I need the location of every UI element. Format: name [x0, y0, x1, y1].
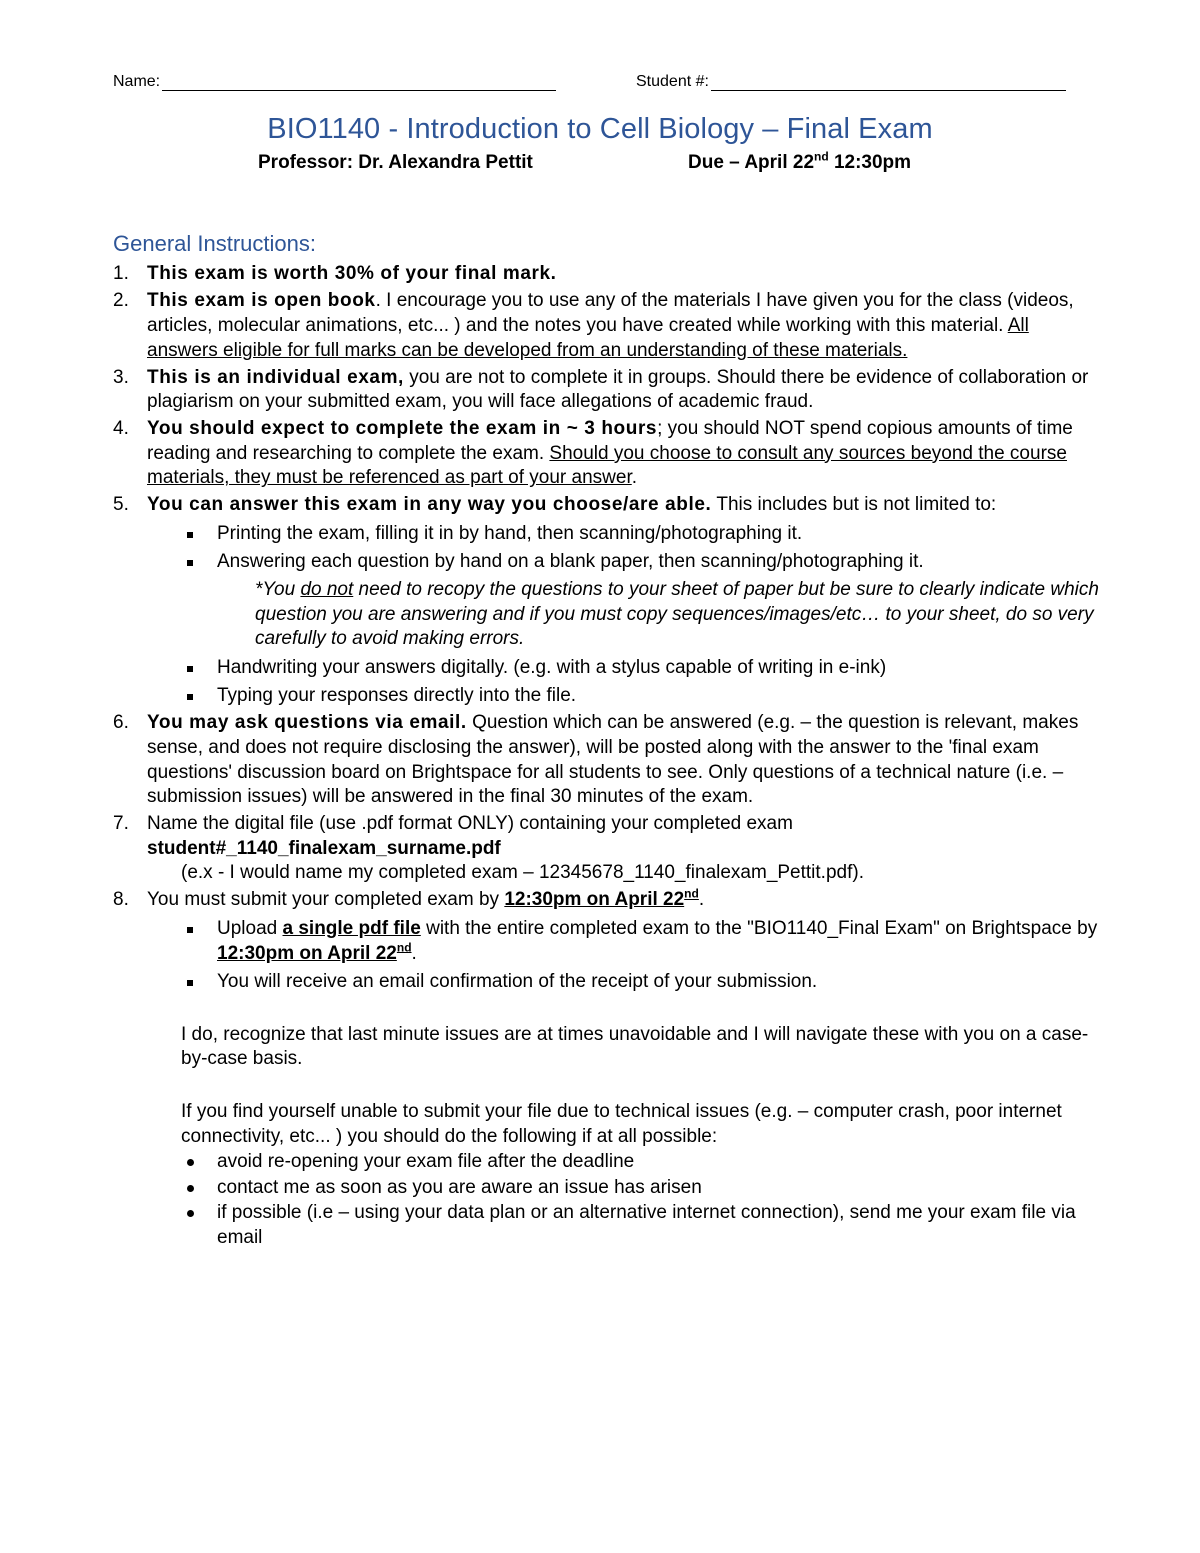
- contingency-bullet: [113, 1150, 1103, 1175]
- answer-option-bullet: [113, 550, 1103, 575]
- submission-bullet: [113, 917, 1103, 966]
- closing-paragraph-1: I do, recognize that last minute issues are at times unavoidable and I will navigate these with you on a case-by-case basis.: [181, 1023, 1089, 1070]
- round-bullet-icon: [187, 1159, 194, 1166]
- bullet-underlined-text: a single pdf file: [282, 917, 421, 939]
- deadline-suffix: nd: [684, 887, 699, 902]
- student-number-field: [636, 72, 1066, 91]
- due-time: 12:30pm: [828, 152, 912, 173]
- recopy-note: [113, 578, 1103, 652]
- item-number: 1.: [113, 263, 129, 285]
- due-line: [688, 149, 912, 174]
- square-bullet-icon: [187, 980, 193, 986]
- submission-deadline: 12:30pm on April 22: [504, 889, 685, 911]
- item-text: you are not to complete it in groups. Should there be evidence of collaboration or plagiarism on your submitted exam, you will face allegations of academic fraud.: [147, 366, 1089, 413]
- bullet-deadline: 12:30pm on April 22: [217, 942, 397, 964]
- contingency-bullet: [113, 1201, 1103, 1250]
- square-bullet-icon: [187, 560, 193, 566]
- round-bullet-icon: [187, 1185, 194, 1192]
- name-label: Name:: [113, 73, 161, 90]
- item-number: 5.: [113, 494, 129, 516]
- square-bullet-icon: [187, 532, 193, 538]
- instruction-item-3: [113, 366, 1103, 415]
- bullet-text: with the entire completed exam to the "BIO1140_Final Exam" on Brightspace by: [420, 917, 1098, 939]
- item-bold-text: You can answer this exam in any way you choose/are able.: [147, 494, 712, 516]
- bullet-deadline-suffix: nd: [396, 940, 412, 955]
- item-underlined-text: Should you choose to consult any sources beyond the course materials, they must be referenced as part of your answer: [147, 442, 1067, 489]
- instruction-item-5: [113, 493, 1103, 518]
- bullet-text: You will receive an email confirmation of the receipt of your submission.: [217, 971, 818, 993]
- bullet-text: Handwriting your answers digitally. (e.g. with a stylus capable of writing in e-ink): [217, 656, 887, 678]
- submission-bullet: [113, 970, 1103, 995]
- contingency-bullet: [113, 1176, 1103, 1201]
- item-text: . I encourage you to use any of the materials I have given you for the class (videos, articles, molecular animations, etc... ) and the notes you have created while working with this material.: [147, 290, 1074, 336]
- student-number-blank-line[interactable]: [711, 72, 1066, 91]
- bullet-text: avoid re-opening your exam file after the deadline: [217, 1151, 635, 1173]
- item-number: 3.: [113, 366, 129, 388]
- name-blank-line[interactable]: [162, 72, 556, 91]
- square-bullet-icon: [187, 927, 193, 933]
- instructions-list: [113, 260, 1103, 1251]
- bullet-text-end: .: [411, 942, 417, 964]
- bullet-text: contact me as soon as you are aware an issue has arisen: [217, 1176, 702, 1198]
- instruction-item-2: [113, 289, 1103, 363]
- closing-paragraph-2: If you find yourself unable to submit your file due to technical issues (e.g. – computer crash, poor internet connectivity, etc... ) you should do the following if at all possible:: [181, 1100, 1062, 1147]
- square-bullet-icon: [187, 694, 193, 700]
- note-text: *You: [255, 579, 301, 601]
- item-bold-text: This is an individual exam,: [147, 366, 404, 388]
- spacer: [113, 1072, 1103, 1100]
- item-number: 4.: [113, 418, 129, 440]
- item-text-end: .: [631, 467, 638, 489]
- item-text: You must submit your completed exam by: [147, 889, 505, 911]
- item-text-end: .: [698, 889, 705, 911]
- answer-option-bullet: [113, 684, 1103, 709]
- item-text: This includes but is not limited to:: [711, 494, 997, 516]
- instruction-item-4: [113, 417, 1103, 491]
- bullet-text: Answering each question by hand on a blank paper, then scanning/photographing it.: [217, 551, 924, 573]
- due-date-suffix: nd: [814, 149, 829, 164]
- instruction-item-7: [113, 812, 1103, 886]
- item-number: 8.: [113, 889, 129, 911]
- round-bullet-icon: [187, 1210, 194, 1217]
- bullet-text: if possible (i.e – using your data plan or an alternative internet connection), send me your exam file via email: [217, 1202, 1076, 1248]
- item-number: 2.: [113, 290, 129, 312]
- note-underlined-text: do not: [300, 579, 354, 601]
- bullet-text: Typing your responses directly into the file.: [217, 685, 577, 707]
- instruction-item-6: [113, 711, 1103, 809]
- professor-line: Professor: Dr. Alexandra Pettit: [258, 152, 533, 173]
- item-text: Name the digital file (use .pdf format ONLY) containing your completed exam: [147, 813, 793, 835]
- bullet-text: Printing the exam, filling it in by hand, then scanning/photographing it.: [217, 522, 803, 544]
- filename-format: student#_1140_finalexam_surname.pdf: [147, 837, 501, 859]
- student-number-label: Student #:: [636, 73, 709, 90]
- answer-option-bullet: [113, 522, 1103, 547]
- exam-title: BIO1140 - Introduction to Cell Biology – Final Exam: [267, 113, 933, 145]
- item-bold-text: This exam is worth 30% of your final mark.: [147, 263, 557, 285]
- item-underlined-text: All answers eligible for full marks can be developed from an understanding of these materials.: [147, 314, 1029, 361]
- item-bold-text: This exam is open book: [147, 290, 376, 312]
- note-text: need to recopy the questions to your sheet of paper but be sure to clearly indicate which question you are answering and if you must copy sequences/images/etc… to your sheet, do so very carefully to avoid making errors.: [255, 579, 1099, 650]
- instruction-item-8: [113, 888, 1103, 913]
- item-bold-text: You should expect to complete the exam in ~ 3 hours: [147, 418, 658, 440]
- item-text: Question which can be answered (e.g. – the question is relevant, makes sense, and does not require disclosing the answer), will be posted along with the answer to the 'final exam questions' discussion board on Brightspace for all students to see. Only questions of a technical nature (i.e. – submission issues) will be answered in the final 30 minutes of the exam.: [147, 712, 1079, 808]
- item-text: ; you should NOT spend copious amounts of time reading and researching to complete the exam.: [147, 418, 1073, 464]
- filename-example: (e.x - I would name my completed exam – 12345678_1140_finalexam_Pettit.pdf).: [181, 862, 864, 884]
- general-instructions-heading: General Instructions:: [113, 231, 316, 256]
- name-field: [113, 72, 556, 91]
- instruction-item-1: [113, 262, 1103, 287]
- answer-option-bullet: [113, 656, 1103, 681]
- item-bold-text: You may ask questions via email.: [147, 712, 467, 734]
- square-bullet-icon: [187, 666, 193, 672]
- item-number: 7.: [113, 813, 129, 835]
- bullet-text: Upload: [217, 917, 283, 939]
- due-date: Due – April 22: [688, 152, 815, 173]
- item-number: 6.: [113, 712, 129, 734]
- spacer: [113, 995, 1103, 1023]
